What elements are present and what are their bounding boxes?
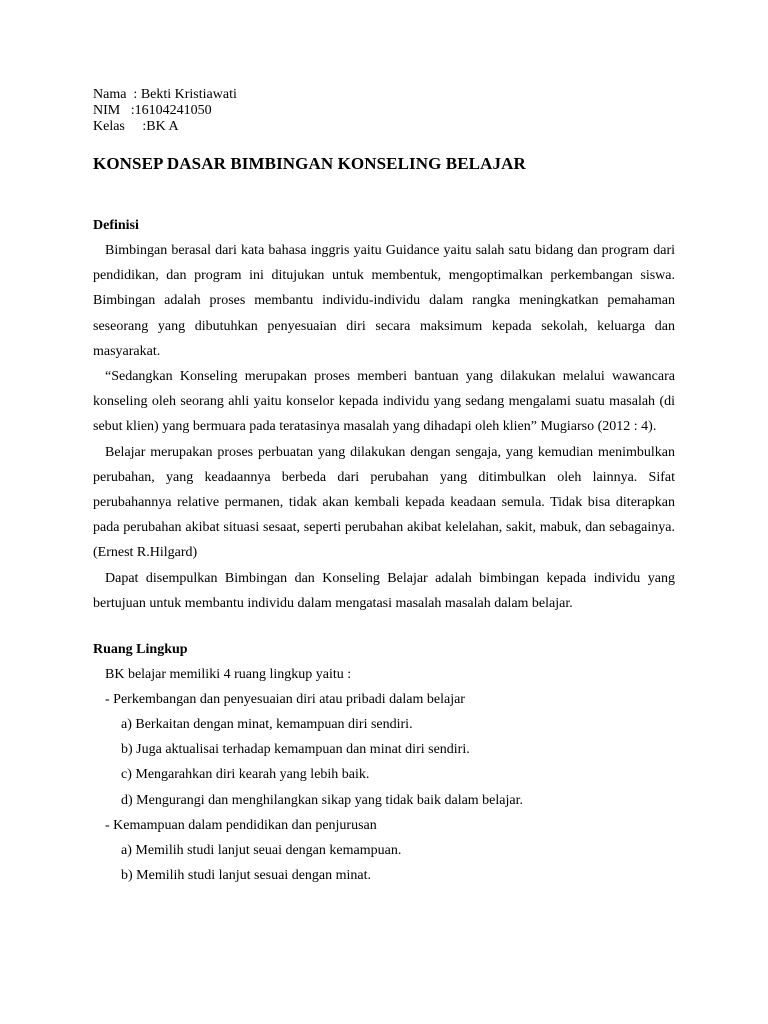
paragraph: Dapat disempulkan Bimbingan dan Konseling Belajar adalah bimbingan kepada individu yang bertujuan untuk membantu individu dalam mengatasi masalah masalah dalam belajar.	[93, 570, 675, 611]
document-title: KONSEP DASAR BIMBINGAN KONSELING BELAJAR	[93, 154, 526, 173]
list-subitem: b) Juga aktualisai terhadap kemampuan dan minat diri sendiri.	[121, 742, 470, 758]
list-subitem: c) Mengarahkan diri kearah yang lebih baik.	[121, 767, 370, 783]
paragraph: “Sedangkan Konseling merupakan proses memberi bantuan yang dilakukan melalui wawancara konseling oleh seorang ahli yaitu konselor kepada individu yang sedang mengalami suatu masalah (di sebut klien) yang bermuara pada teratasinya masalah yang dihadapi oleh klien” Mugiarso (2012 : 4).	[93, 369, 675, 435]
list-subitem: d) Mengurangi dan menghilangkan sikap yang tidak baik dalam belajar.	[121, 792, 523, 808]
student-nim: NIM :16104241050	[93, 103, 212, 118]
list-subitem: b) Memilih studi lanjut sesuai dengan minat.	[121, 867, 372, 883]
section-heading-ruang-lingkup: Ruang Lingkup	[93, 642, 188, 658]
student-class: Kelas :BK A	[93, 119, 179, 134]
list-subitem: a) Memilih studi lanjut seuai dengan kemampuan.	[121, 842, 402, 858]
paragraph: Belajar merupakan proses perbuatan yang dilakukan dengan sengaja, yang kemudian menimbulkan perubahan, yang keadaannya berbeda dari perubahan yang ditimbulkan oleh lainnya. Sifat perubahannya relative permanen, tidak akan kembali kepada keadaan semula. Tidak bisa diterapkan pada perubahan akibat situasi sesaat, seperti perubahan akibat kelelahan, sakit, mabuk, dan sebagainya. (Ernest R.Hilgard)	[93, 444, 675, 561]
section-heading-definisi: Definisi	[93, 218, 139, 233]
student-name: Nama : Bekti Kristiawati	[93, 87, 237, 102]
paragraph: Bimbingan berasal dari kata bahasa inggris yaitu Guidance yaitu salah satu bidang dan program dari pendidikan, dan program ini ditujukan untuk membentuk, mengoptimalkan perkembangan siswa. Bimbingan adalah proses membantu individu-individu dalam rangka meningkatkan pemahaman seseorang yang dibutuhkan penyesuaian diri secara maksimum kepada sekolah, keluarga dan masyarakat.	[93, 243, 675, 359]
list-item: - Kemampuan dalam pendidikan dan penjurusan	[105, 817, 377, 833]
list-intro: BK belajar memiliki 4 ruang lingkup yaitu :	[105, 667, 352, 683]
document-page	[93, 87, 675, 888]
list-subitem: a) Berkaitan dengan minat, kemampuan diri sendiri.	[121, 717, 413, 733]
list-item: - Perkembangan dan penyesuaian diri atau pribadi dalam belajar	[105, 692, 465, 708]
